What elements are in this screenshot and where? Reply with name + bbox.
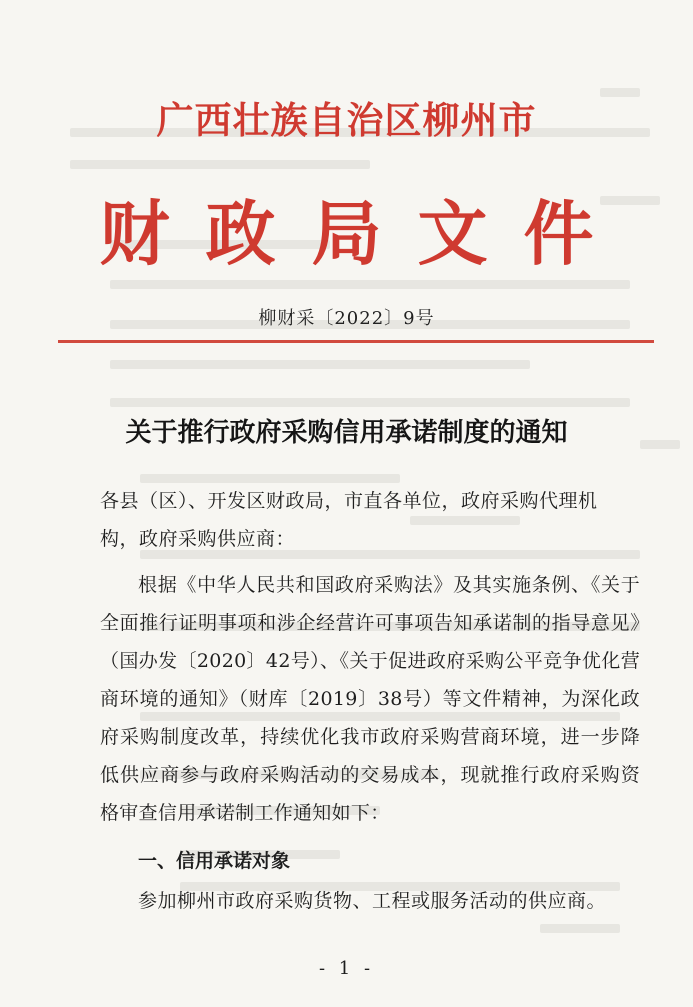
issuer-name: 广西壮族自治区柳州市 [156,98,537,142]
red-separator-rule [58,340,654,343]
document-number: 柳财采〔2022〕9号 [258,308,435,329]
notice-title: 关于推行政府采购信用承诺制度的通知 [125,418,568,448]
body-paragraph: 根据《中华人民共和国政府采购法》及其实施条例、《关于全面推行证明事项和涉企经营许可事项告知承诺制的指导意见》（国办发〔2020〕42号）、《关于促进政府采购公平竞争优化营商环境的通知》（财库〔2019〕38号）等文件精神，为深化政府采购制度改革，持续优化我市政府采购营商环境，进一步降低供应商参与政府采购活动的交易成本，现就推行政府采购资格审查信用承诺制工作通知如下： [100,574,640,824]
section-body: 参加柳州市政府采购货物、工程或服务活动的供应商。 [138,890,607,912]
page-number: - 1 - [318,958,375,979]
section-heading: 一、信用承诺对象 [138,850,291,872]
addressee-line: 各县（区）、开发区财政局，市直各单位，政府采购代理机构，政府采购供应商： [100,490,598,550]
document-type-heading: 财政局文件 [99,192,630,275]
